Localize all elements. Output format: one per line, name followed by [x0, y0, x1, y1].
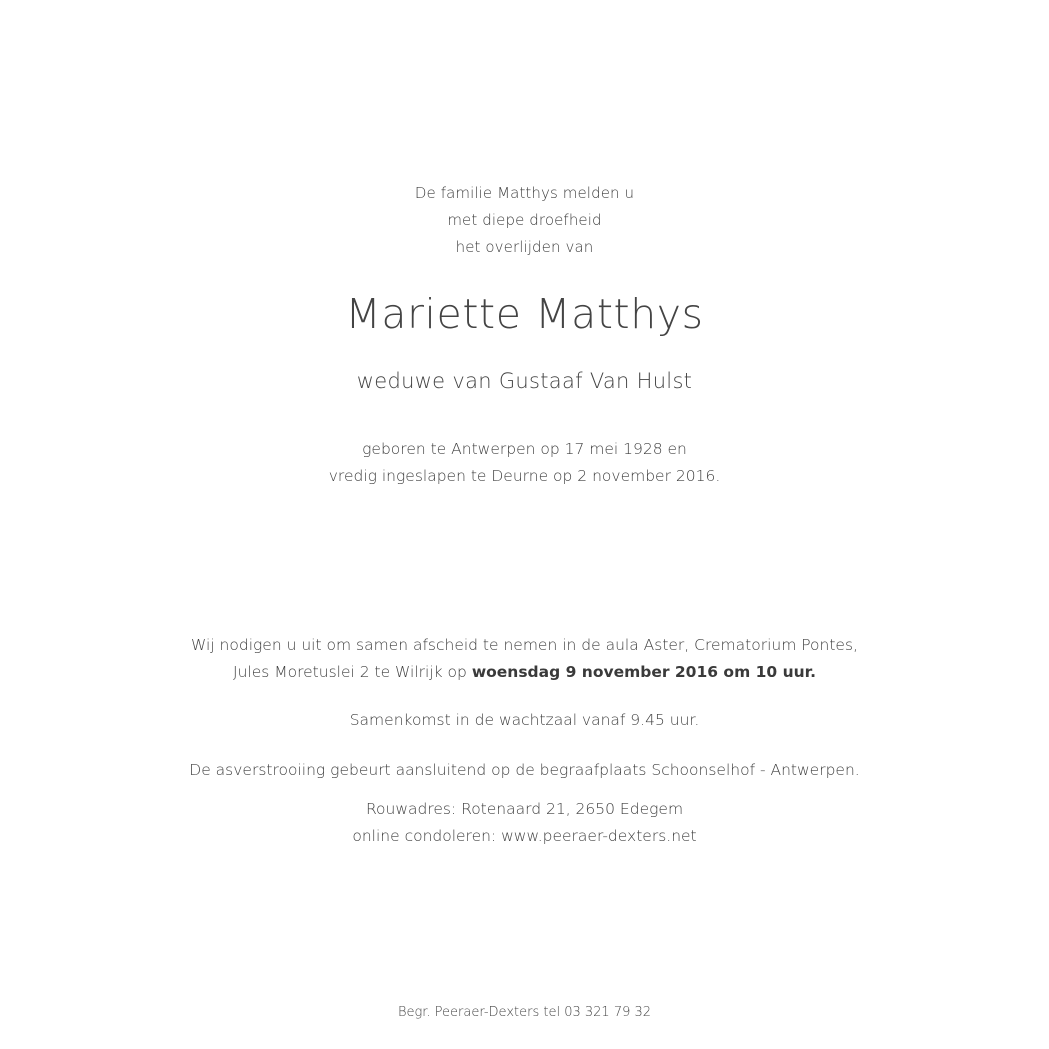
ceremony-datetime: woensdag 9 november 2016 om 10 uur.: [471, 663, 816, 681]
spouse-relation: weduwe van Gustaaf Van Hulst: [356, 369, 693, 393]
intro-line-2: met diepe droefheid: [447, 211, 602, 229]
scattering-note: De asverstrooiing gebeurt aansluitend op de begraafplaats Schoonselhof - Antwerpen.: [189, 761, 860, 779]
intro-line-3: het overlijden van: [455, 238, 594, 256]
invitation-line-2: [0, 663, 1049, 681]
online-condolence: online condoleren: www.peeraer-dexters.net: [352, 827, 697, 845]
birth-line: geboren te Antwerpen op 17 mei 1928 en: [362, 440, 687, 458]
invitation-location: Jules Moretuslei 2 te Wilrijk op: [233, 663, 472, 681]
invitation-line-1: Wij nodigen u uit om samen afscheid te nemen in de aula Aster, Crematorium Pontes,: [191, 636, 858, 654]
death-line: vredig ingeslapen te Deurne op 2 november 2016.: [328, 467, 721, 485]
deceased-name: Mariette Matthys: [345, 290, 704, 338]
gathering-note: Samenkomst in de wachtzaal vanaf 9.45 uur.: [349, 711, 700, 729]
intro-line-1: De familie Matthys melden u: [414, 184, 635, 202]
mourning-address: Rouwadres: Rotenaard 21, 2650 Edegem: [365, 800, 684, 818]
funeral-home-footer: Begr. Peeraer-Dexters tel 03 321 79 32: [397, 1005, 652, 1020]
